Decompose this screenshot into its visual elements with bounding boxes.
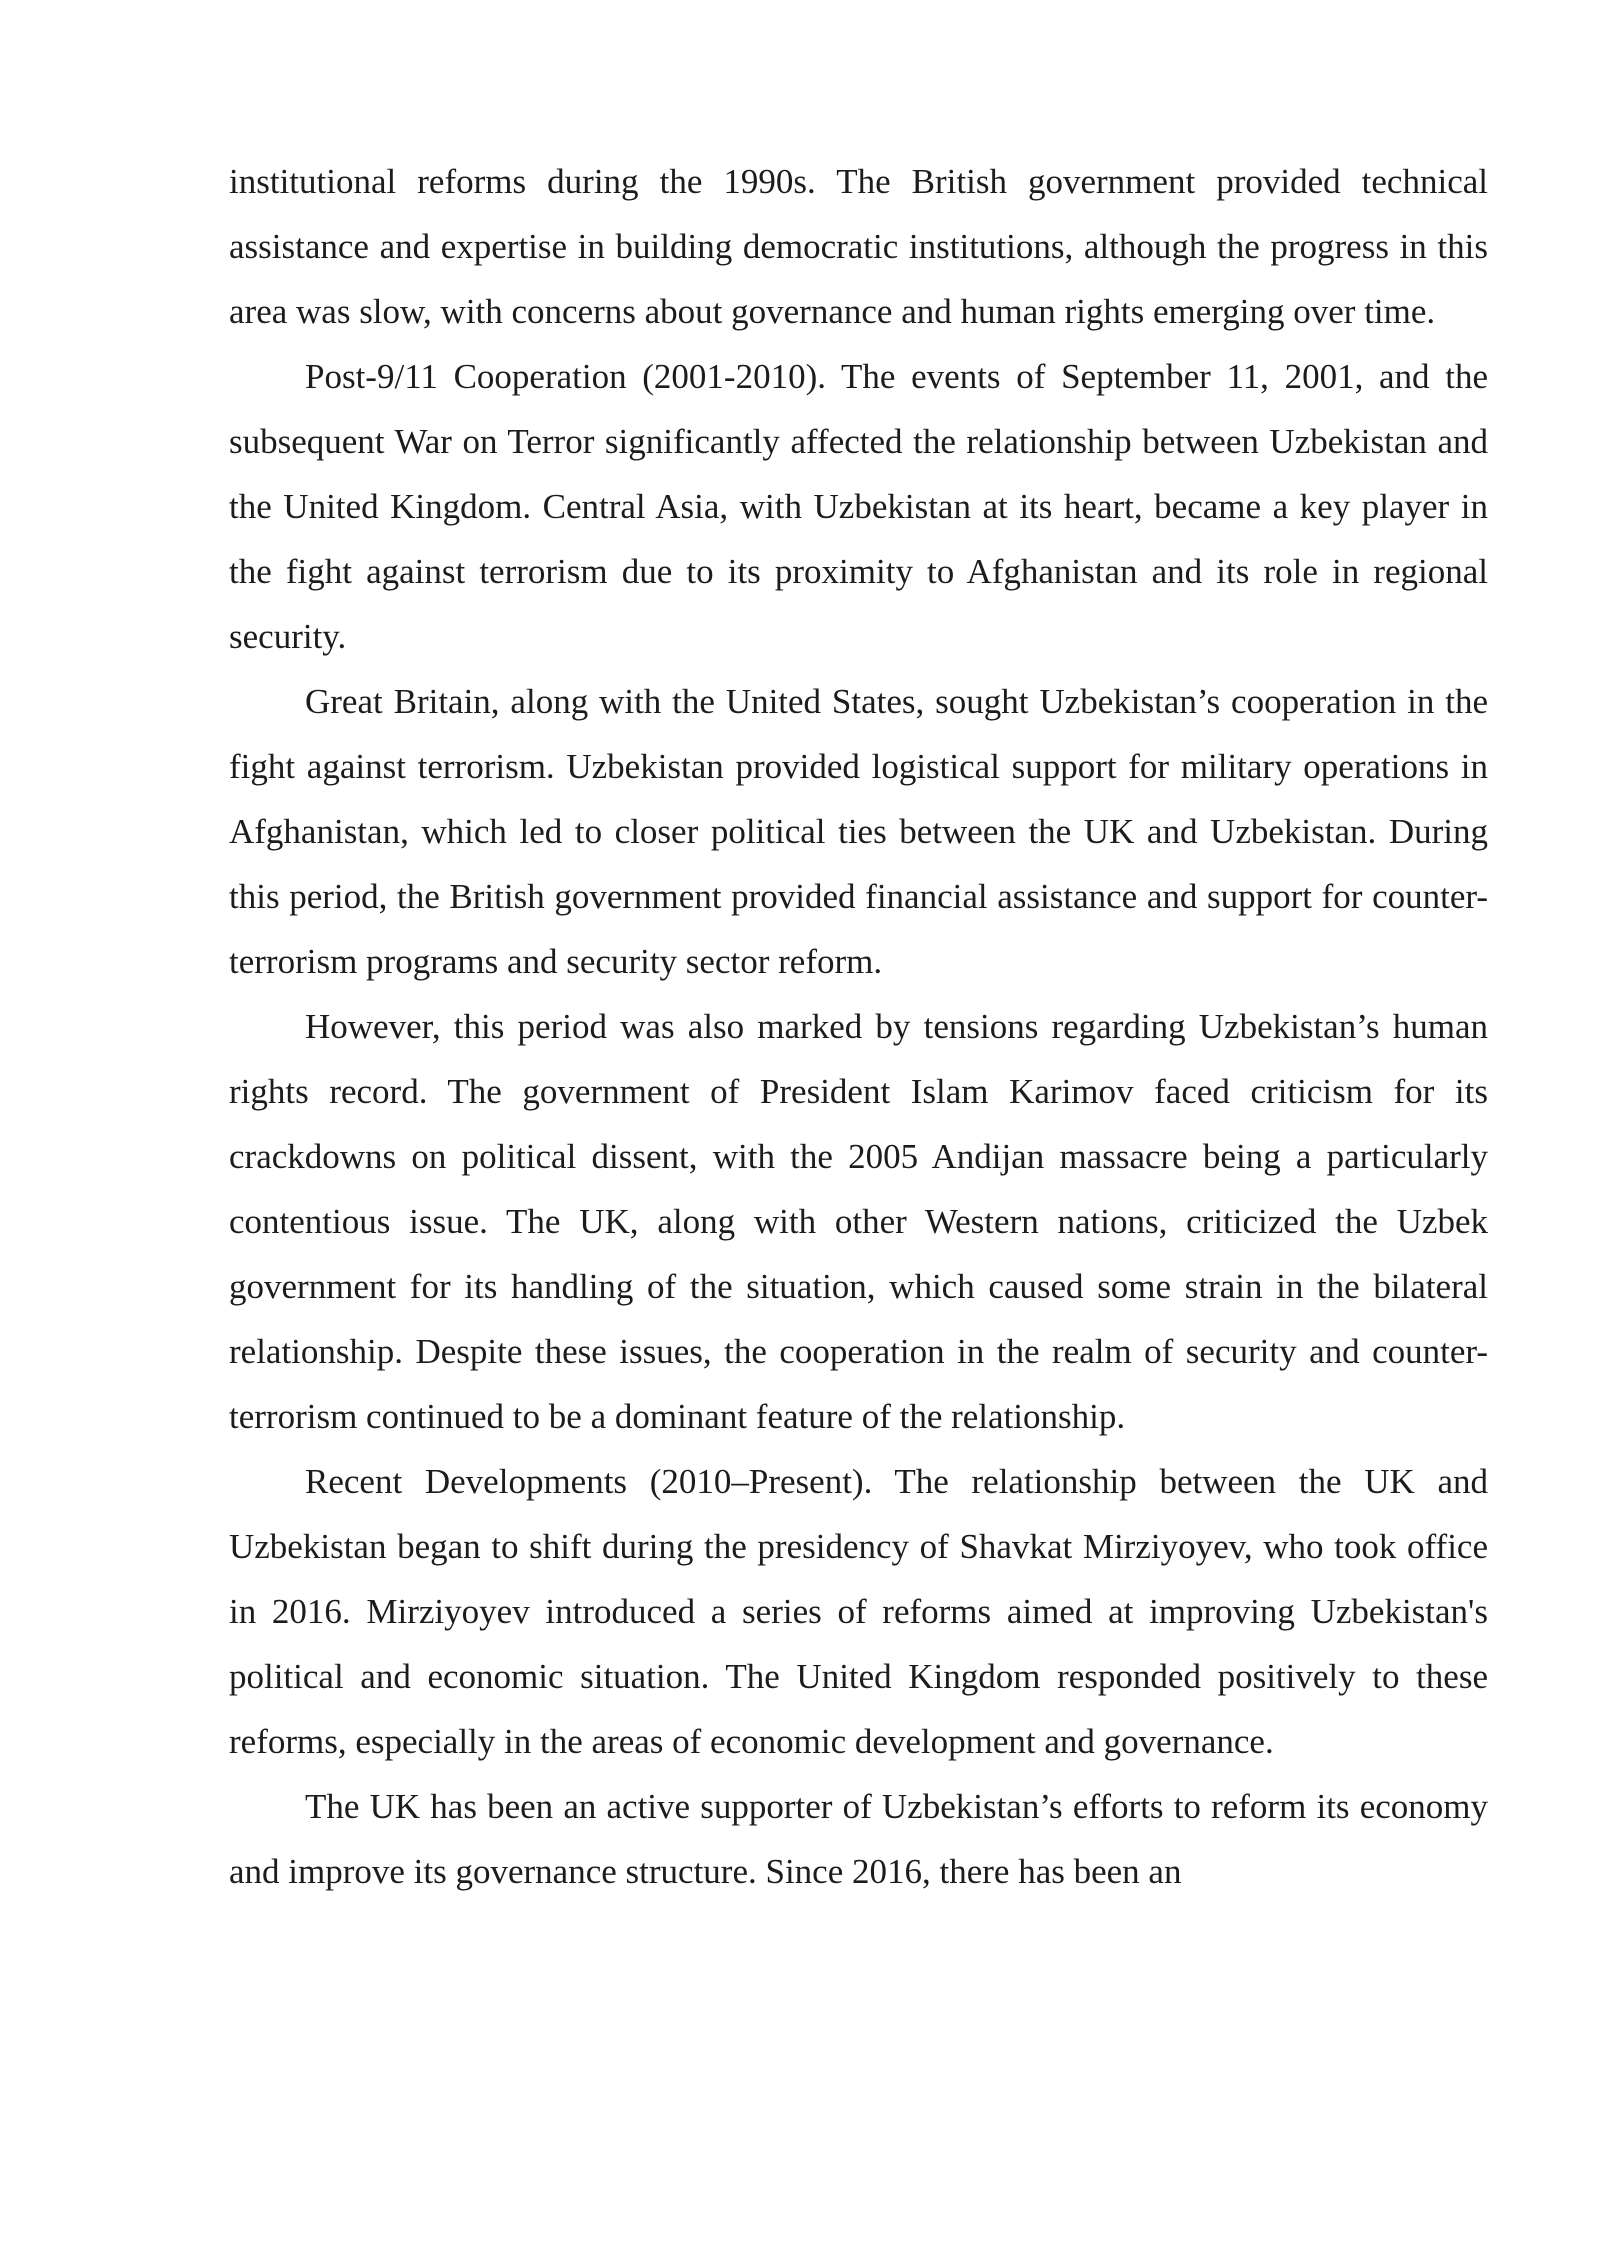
paragraph-uk-support: The UK has been an active supporter of Uzbekistan’s efforts to reform its economy and improve its governance structure. Since 2016, there has been an: [229, 1787, 1488, 1891]
paragraph-institutional-reforms: institutional reforms during the 1990s. The British government provided technical assistance and expertise in building democratic institutions, although the progress in this area was slow, with concerns about governance and human rights emerging over time.: [229, 162, 1488, 331]
paragraph-human-rights-tensions: However, this period was also marked by tensions regarding Uzbekistan’s human rights record. The government of President Islam Karimov faced criticism for its crackdowns on political dissent, with the 2005 Andijan massacre being a particularly contentious issue. The UK, along with other Western nations, criticized the Uzbek government for its handling of the situation, which caused some strain in the bilateral relationship. Despite these issues, the cooperation in the realm of security and counter-terrorism continued to be a dominant feature of the relationship.: [229, 1007, 1488, 1436]
paragraph-recent-developments: Recent Developments (2010–Present). The relationship between the UK and Uzbekistan began to shift during the presidency of Shavkat Mirziyoyev, who took office in 2016. Mirziyoyev introduced a series of reforms aimed at improving Uzbekistan's political and economic situation. The United Kingdom responded positively to these reforms, especially in the areas of economic development and governance.: [229, 1462, 1488, 1761]
document-body: [229, 149, 1488, 1904]
paragraph-post-911-cooperation: Post-9/11 Cooperation (2001-2010). The events of September 11, 2001, and the subsequent War on Terror significantly affected the relationship between Uzbekistan and the United Kingdom. Central Asia, with Uzbekistan at its heart, became a key player in the fight against terrorism due to its proximity to Afghanistan and its role in regional security.: [229, 357, 1488, 656]
paragraph-counter-terrorism-cooperation: Great Britain, along with the United States, sought Uzbekistan’s cooperation in the fight against terrorism. Uzbekistan provided logistical support for military operations in Afghanistan, which led to closer political ties between the UK and Uzbekistan. During this period, the British government provided financial assistance and support for counter-terrorism programs and security sector reform.: [229, 682, 1488, 981]
